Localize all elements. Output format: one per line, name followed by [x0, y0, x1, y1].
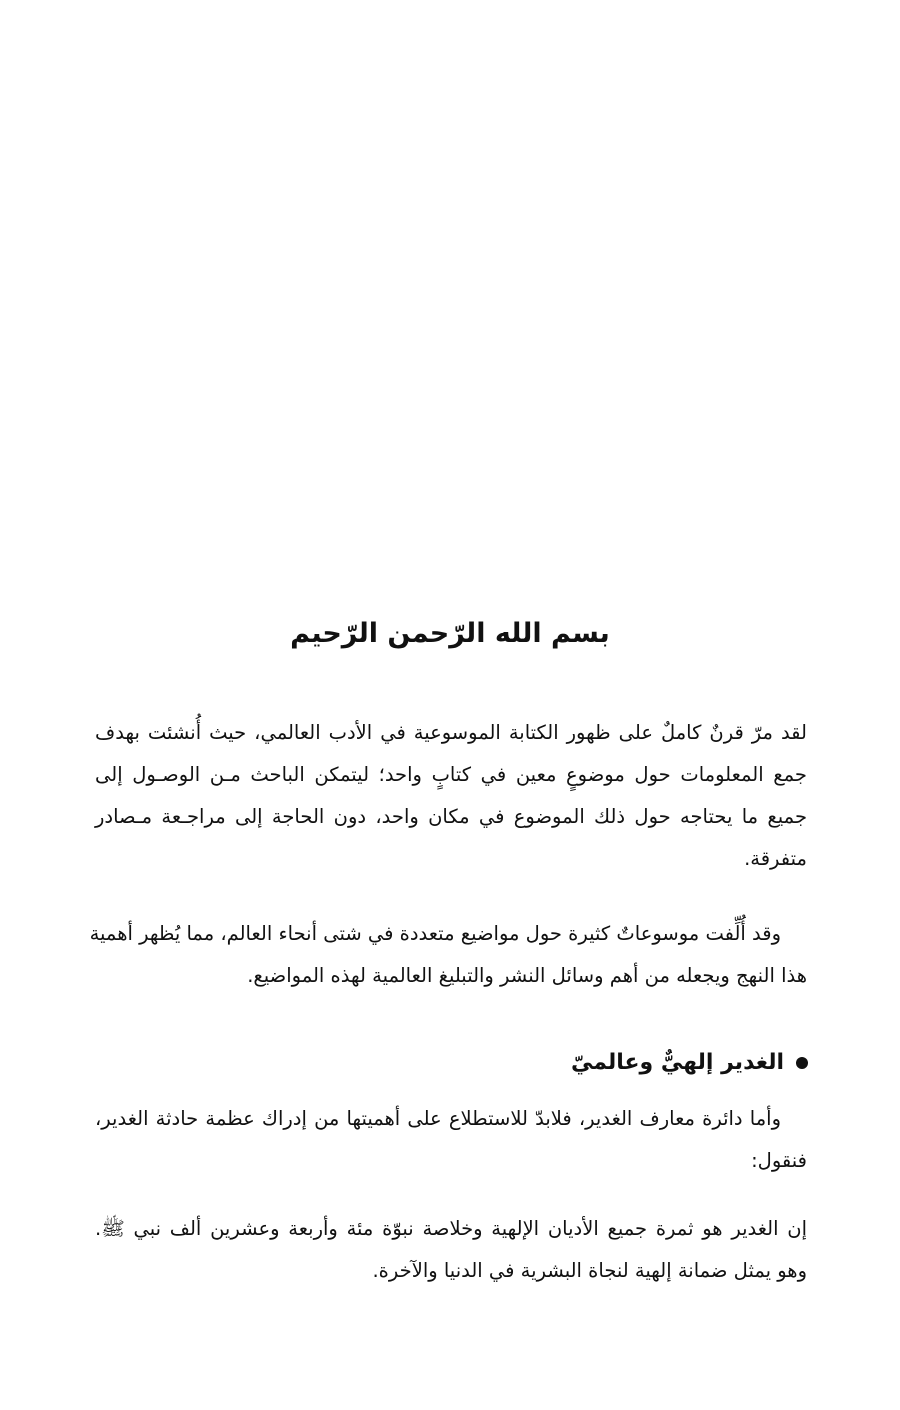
- intro-paragraph: [95, 712, 807, 880]
- paragraph-line: وأما دائرة معارف الغدير، فلابدّ للاستطلاع على أهميتها من إدراك عظمة حادثة الغدير،: [95, 1107, 781, 1130]
- paragraph-line: هذا النهج ويجعله من أهم وسائل النشر والتبليغ العالمية لهذه المواضيع.: [247, 964, 807, 987]
- paragraph-line: متفرقة.: [744, 847, 807, 870]
- paragraph-line: جميع ما يحتاجه حول ذلك الموضوع في مكان واحد، دون الحاجة إلى مراجـعة مـصادر: [95, 805, 807, 828]
- encyclopedias-paragraph: [89, 913, 807, 997]
- paragraph-line: وقد أُلِّفت موسوعاتٌ كثيرة حول مواضيع متعددة في شتى أنحاء العالم، مما يُظهر أهمية: [89, 922, 781, 945]
- section-heading: [571, 1050, 808, 1075]
- paragraph-line: وهو يمثل ضمانة إلهية لنجاة البشرية في الدنيا والآخرة.: [372, 1259, 807, 1282]
- section-heading-text: الغدير إلهيٌّ وعالميّ: [570, 1050, 784, 1075]
- paragraph-line: إن الغدير هو ثمرة جميع الأديان الإلهية وخلاصة نبوّة مئة وأربعة وعشرين ألف نبي ﷺ.: [95, 1217, 807, 1240]
- basmala-heading: بسم الله الرّحمن الرّحيم: [290, 618, 610, 649]
- paragraph-line: فنقول:: [751, 1149, 807, 1172]
- ghadir-encyclopedia-paragraph: [95, 1098, 807, 1182]
- paragraph-line: جمع المعلومات حول موضوعٍ معين في كتابٍ واحد؛ ليتمكن الباحث مـن الوصـول إلى: [95, 763, 807, 786]
- ghadir-significance-paragraph: [95, 1208, 807, 1292]
- bullet-icon: [796, 1057, 808, 1069]
- paragraph-line: لقد مرّ قرنٌ كاملٌ على ظهور الكتابة الموسوعية في الأدب العالمي، حيث أُنشئت بهدف: [95, 721, 807, 744]
